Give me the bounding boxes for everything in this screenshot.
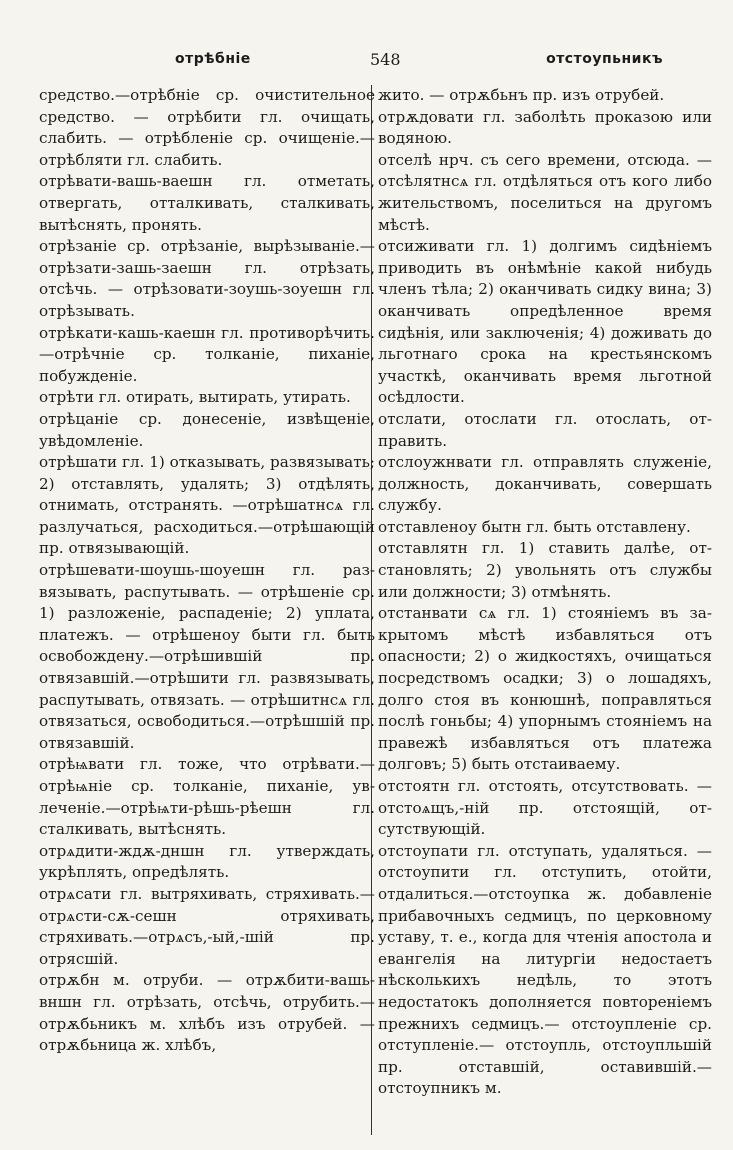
dictionary-entry: отстоупати гл. отступать, удаляться. —отстоупити гл. отступить, отойти, отдалиться.—отстоупка ж. добавленіе прибавочныхъ седмицъ, по церковному уставу, т. е., когда для чтенія апостола и евангелія на литургіи недостаетъ нѣсколькихъ недѣль, то этотъ недостатокъ дополняется повтореніемъ прежнихъ седмицъ.— отстоупленіе ср. отступленіе.— отстоупль, отстоупльшій пр. отставшій, оставившій.— отстоупникъ м. <box>378 841 712 1098</box>
dictionary-entry: отрѣшати гл. 1) отказывать, развязывать; 2) отставлять, удалять; 3) отдѣлять, отнимать, отстранять. —отрѣшатнсѧ гл. разлучаться, расходиться.—отрѣшающій пр. отвязывающій. <box>39 453 375 558</box>
dictionary-entry: отрѧсати гл. вытряхивать, стряхивать.—отрѧсти-сѫ-сешн отряхивать, стряхивать.—отрѧсъ,-ый,-шій пр. отрясшій. <box>39 884 375 968</box>
right-running-head: отстоупьникъ <box>546 51 663 67</box>
page-number: 548 <box>370 49 401 69</box>
right-column <box>378 85 712 1100</box>
dictionary-entry: отрѫдовати гл. заболѣть проказою или водяною. <box>378 107 712 148</box>
dictionary-entry: отсиживати гл. 1) долгимъ сидѣніемъ приводить въ онѣмѣніе какой нибудь членъ тѣла; 2) оканчивать сидку вина; 3) оканчивать опредѣленное время сидѣнія, или заключенія; 4) доживать до льготнаго срока на крестьянскомъ участкѣ, оканчивать время льготной осѣдлости. <box>378 237 712 407</box>
page-header <box>40 46 703 72</box>
dictionary-entry: отстоятн гл. отстоять, отсутствовать. —отстоѧщъ,-ній пр. отстоящій, отсутствующій. <box>378 777 712 839</box>
dictionary-entry: отставлятн гл. 1) ставить далѣе, отстановлять; 2) увольнять отъ службы или должности; 3) отмѣнять. <box>378 539 712 601</box>
dictionary-entry: отрѣцаніе ср. донесеніе, извѣщеніе, увѣдомленіе. <box>39 409 375 450</box>
left-running-head: отрѣбніе <box>175 51 251 67</box>
dictionary-entry: отрѫбн м. отруби. — отрѫбити-вашь-вншн гл. отрѣзать, отсѣчь, отрубить.—отрѫбьникъ м. хлѣбъ изъ отрубей. — отрѫбьница ж. хлѣбъ, <box>39 971 375 1055</box>
dictionary-entry: жито. — отрѫбьнъ пр. изъ отрубей. <box>378 86 665 104</box>
dictionary-entry: отрѣкати-кашь-каешн гл. противорѣчить.—отрѣчніе ср. толканіе, пиханіе, побужденіе. <box>39 323 375 385</box>
dictionary-entry: отрѣшевати-шоушь-шоуешн гл. развязывать, распутывать. — отрѣшеніе ср. 1) разложеніе, распаденіе; 2) уплата, платежъ. — отрѣшеноу быти гл. быть освобождену.—отрѣшившій пр. отвязавшій.—отрѣшити гл. развязывать, распутывать, отвязать. — отрѣшитнсѧ гл. отвязаться, освободиться.—отрѣшшій пр. отвязавшій. <box>39 561 375 752</box>
dictionary-entry: отслати, отослати гл. отослать, отправить. <box>378 409 712 450</box>
left-column <box>39 85 375 1057</box>
dictionary-entry: средство.—отрѣбніе ср. очистительное средство. — отрѣбити гл. очищать, слабить. — отрѣбленіе ср. очищеніе.—отрѣбляти гл. слабить. <box>39 86 375 169</box>
dictionary-entry: отставленоу бытн гл. быть отставлену. <box>378 517 691 536</box>
dictionary-entry: отрѣти гл. отирать, вытирать, утирать. <box>39 388 351 407</box>
dictionary-entry: отрѧдити-ждѫ-дншн гл. утверждать, укрѣплять, опредѣлять. <box>39 841 375 882</box>
dictionary-entry: отрѣзаніе ср. отрѣзаніе, вырѣзываніе.— отрѣзати-зашь-заешн гл. отрѣзать, отсѣчь. — отрѣзовати-зоушь-зоуешн гл. отрѣзывать. <box>39 237 375 320</box>
dictionary-entry: отслоужнвати гл. отправлять служеніе, должность, доканчивать, совершать службу. <box>378 453 712 515</box>
dictionary-entry: отстанвати сѧ гл. 1) стояніемъ въ закрытомъ мѣстѣ избавляться отъ опасности; 2) о жидкостяхъ, очищаться посредствомъ осадки; 3) о лошадяхъ, долго стоя въ конюшнѣ, поправляться послѣ гоньбы; 4) упорнымъ стояніемъ на правежѣ избавляться отъ платежа долговъ; 5) быть отстаиваему. <box>378 604 712 774</box>
dictionary-entry: отрѣвати-вашь-ваешн гл. отметать, отвергать, отталкивать, сталкивать, вытѣснять, пронять. <box>39 172 375 234</box>
dictionary-entry: отрѣѩвати гл. тоже, что отрѣвати.— отрѣѩніе ср. толканіе, пиханіе, увлеченіе.—отрѣѩти-рѣшь-рѣешн гл. сталкивать, вытѣснять. <box>39 755 375 839</box>
dictionary-entry: отселѣ нрч. съ сего времени, отсюда. —отсѣлятнсѧ гл. отдѣляться отъ кого либо жительствомъ, поселиться на другомъ мѣстѣ. <box>378 150 712 234</box>
